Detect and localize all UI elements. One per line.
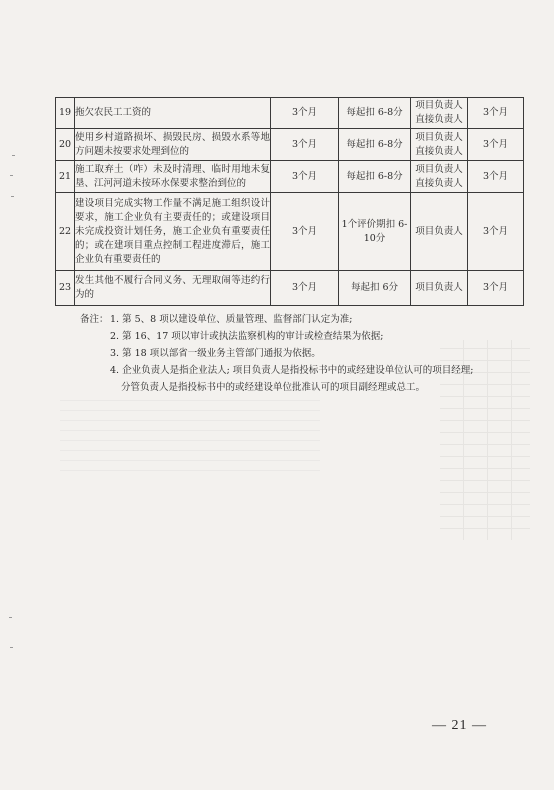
table-row: [56, 98, 524, 129]
row-responsible: 项目负责人: [411, 271, 468, 306]
row-number: 21: [56, 161, 75, 193]
note-item: 3. 第 18 项以部省一级业务主管部门通报为依据。: [110, 348, 321, 359]
note-item-continued: 分管负责人是指投标书中的或经建设单位批准认可的项目副经理或总工。: [121, 382, 426, 393]
row-description: 拖欠农民工工资的: [75, 98, 271, 129]
note-item: 1. 第 5、8 项以建设单位、质量管理、监督部门认定为准;: [110, 314, 353, 325]
row-number: 22: [56, 193, 75, 271]
note-item: 4. 企业负责人是指企业法人; 项目负责人是指投标书中的或经建设单位认可的项目经理;: [110, 365, 474, 376]
row-deduction: 每起扣 6-8分: [339, 98, 411, 129]
table-row: [56, 271, 524, 306]
row-period: 3个月: [271, 129, 339, 161]
row-responsible: 项目负责人直接负责人: [411, 161, 468, 193]
table-row: [56, 161, 524, 193]
row-number: 19: [56, 98, 75, 129]
row-limit: 3个月: [468, 193, 524, 271]
row-deduction: 每起扣 6-8分: [339, 129, 411, 161]
show-through-texture: [60, 400, 320, 480]
notes-section: [80, 311, 520, 396]
row-limit: 3个月: [468, 161, 524, 193]
margin-mark: [12, 155, 15, 156]
row-deduction: 1个评价期扣 6-10分: [339, 193, 411, 271]
row-responsible: 项目负责人直接负责人: [411, 129, 468, 161]
row-responsible: 项目负责人: [411, 193, 468, 271]
row-period: 3个月: [271, 271, 339, 306]
row-limit: 3个月: [468, 129, 524, 161]
table-row: [56, 193, 524, 271]
row-responsible: 项目负责人直接负责人: [411, 98, 468, 129]
row-number: 23: [56, 271, 75, 306]
row-description: 发生其他不履行合同义务、无理取闹等违约行为的: [75, 271, 271, 306]
penalty-table: [55, 97, 524, 306]
row-period: 3个月: [271, 161, 339, 193]
row-limit: 3个月: [468, 98, 524, 129]
row-period: 3个月: [271, 193, 339, 271]
margin-mark: [9, 617, 12, 618]
row-number: 20: [56, 129, 75, 161]
table-row: [56, 129, 524, 161]
row-deduction: 每起扣 6分: [339, 271, 411, 306]
row-description: 建设项目完成实物工作量不满足施工组织设计要求，施工企业负有主要责任的；或建设项目未完成投资计划任务，施工企业负有重要责任的；或在建项目重点控制工程进度滞后，施工企业负有重要责任的: [75, 193, 271, 271]
notes-label: 备注：: [80, 314, 109, 325]
note-item: 2. 第 16、17 项以审计或执法监察机构的审计或检查结果为依据;: [110, 331, 384, 342]
row-description: 施工取弃土（咋）未及时清理、临时用地未复垦、江河河道未按环水保要求整治到位的: [75, 161, 271, 193]
margin-mark: [10, 647, 13, 648]
row-period: 3个月: [271, 98, 339, 129]
margin-mark: [11, 196, 14, 197]
margin-mark: [10, 175, 13, 176]
row-limit: 3个月: [468, 271, 524, 306]
page-number: — 21 —: [432, 718, 487, 733]
row-description: 使用乡村道路损坏、损毁民房、损毁水系等地方问题未按要求处理到位的: [75, 129, 271, 161]
row-deduction: 每起扣 6-8分: [339, 161, 411, 193]
